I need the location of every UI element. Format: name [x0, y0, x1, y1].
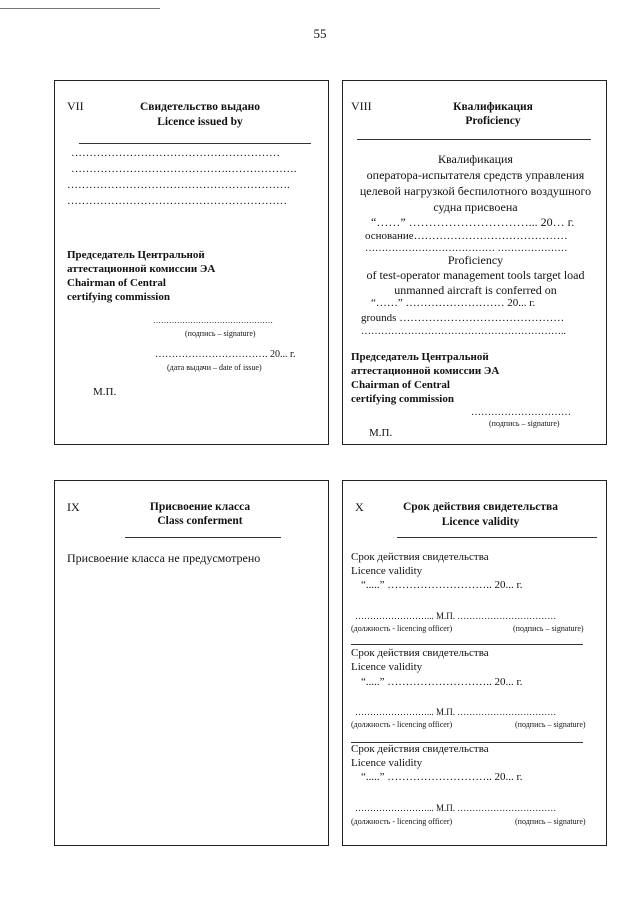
- grounds-dots: ……………………………………………………..: [361, 326, 566, 337]
- grounds-en: grounds ………………………………………: [361, 312, 565, 324]
- officer-label: (должность - licencing officer): [351, 817, 453, 826]
- proficiency-en: Proficiency: [447, 253, 504, 267]
- validity-signature-line: ……………………... М.П. ……………………………: [355, 707, 557, 717]
- conferred-date-en: “……” ……………………… 20... г.: [371, 297, 536, 309]
- signature-dots: ………………………………………: [153, 316, 273, 325]
- basis-ru: основание……………………………………: [365, 230, 568, 242]
- panel-licence-validity: [342, 480, 607, 846]
- section-title-en: Licence issued by: [157, 116, 243, 128]
- validity-date: “.....” ……………………….. 20... г.: [361, 579, 523, 591]
- basis-dots: ………………………………… …………………: [365, 243, 568, 254]
- title-rule: [79, 143, 311, 144]
- panel-class-conferment: [54, 480, 329, 846]
- issue-date-line: ……………………………. 20... г.: [155, 349, 296, 360]
- section-number: IX: [67, 500, 80, 514]
- validity-en: Licence validity: [351, 661, 423, 673]
- chairman-ru-1: Председатель Центральной: [351, 351, 489, 363]
- section-title-en: Class conferment: [157, 515, 243, 527]
- section-title-ru: Присвоение класса: [149, 501, 251, 513]
- chairman-en-1: Chairman of Central: [67, 277, 166, 289]
- title-rule: [397, 537, 597, 538]
- chairman-ru-2: аттестационной комиссии ЭА: [351, 365, 500, 377]
- qualification-ru: Квалификация: [438, 152, 513, 166]
- validity-en: Licence validity: [351, 565, 423, 577]
- conferred-date-ru: “……” …………………………... 20… г.: [371, 215, 575, 229]
- validity-en: Licence validity: [351, 757, 423, 769]
- validity-signature-line: ……………………... М.П. ……………………………: [355, 611, 557, 621]
- section-number: VII: [67, 99, 84, 113]
- qualification-ru-line4: судна присвоена: [433, 200, 518, 214]
- title-rule: [125, 537, 281, 538]
- chairman-ru-2: аттестационной комиссии ЭА: [67, 263, 216, 275]
- officer-label: (должность - licencing officer): [351, 720, 453, 729]
- issue-date-label: (дата выдачи – date of issue): [167, 363, 262, 372]
- title-rule: [357, 139, 591, 140]
- signature-label: (подпись – signature): [515, 720, 586, 729]
- panel-proficiency: [342, 80, 607, 445]
- validity-ru: Срок действия свидетельства: [351, 647, 489, 659]
- signature-dots: …………………………: [471, 407, 571, 418]
- section-title-ru: Срок действия свидетельства: [402, 501, 559, 513]
- qualification-ru-line3: целевой нагрузкой беспилотного воздушного: [359, 184, 592, 198]
- validity-ru: Срок действия свидетельства: [351, 743, 489, 755]
- dot-line: …………………………………….……………….: [71, 163, 297, 175]
- signature-label: (подпись – signature): [185, 329, 256, 338]
- chairman-en-2: certifying commission: [351, 393, 454, 405]
- chairman-en-1: Chairman of Central: [351, 379, 450, 391]
- class-note: Присвоение класса не предусмотрено: [67, 551, 261, 565]
- section-title-en: Licence validity: [441, 516, 520, 528]
- validity-signature-line: ……………………... М.П. ……………………………: [355, 803, 557, 813]
- validity-ru: Срок действия свидетельства: [351, 551, 489, 563]
- chairman-ru-1: Председатель Центральной: [67, 249, 205, 261]
- dot-line: ……………………………………………………: [67, 195, 287, 207]
- qualification-ru-line2: оператора-испытателя средств управления: [366, 168, 585, 182]
- validity-date: “.....” ……………………….. 20... г.: [361, 771, 523, 783]
- dot-line: …………………………………………………….: [67, 179, 290, 191]
- proficiency-en-line3: unmanned aircraft is conferred on: [394, 283, 557, 297]
- stamp-label: М.П.: [369, 427, 393, 439]
- signature-label: (подпись – signature): [489, 419, 560, 428]
- signature-label: (подпись – signature): [513, 624, 584, 633]
- dot-line: …………………………………………………: [71, 147, 280, 159]
- section-title-ru: Квалификация: [453, 101, 533, 113]
- chairman-en-2: certifying commission: [67, 291, 170, 303]
- panel-licence-issued: [54, 80, 329, 445]
- signature-label: (подпись – signature): [515, 817, 586, 826]
- entry-rule: [351, 644, 583, 645]
- top-rule: [0, 8, 160, 9]
- page-number: 55: [313, 26, 327, 41]
- officer-label: (должность - licencing officer): [351, 624, 453, 633]
- section-number: X: [355, 500, 364, 514]
- section-number: VIII: [351, 99, 372, 113]
- proficiency-en-line2: of test-operator management tools target load: [366, 268, 585, 282]
- section-title-en: Proficiency: [465, 115, 521, 127]
- validity-date: “.....” ……………………….. 20... г.: [361, 676, 523, 688]
- stamp-label: М.П.: [93, 386, 117, 398]
- section-title-ru: Свидетельство выдано: [140, 101, 260, 113]
